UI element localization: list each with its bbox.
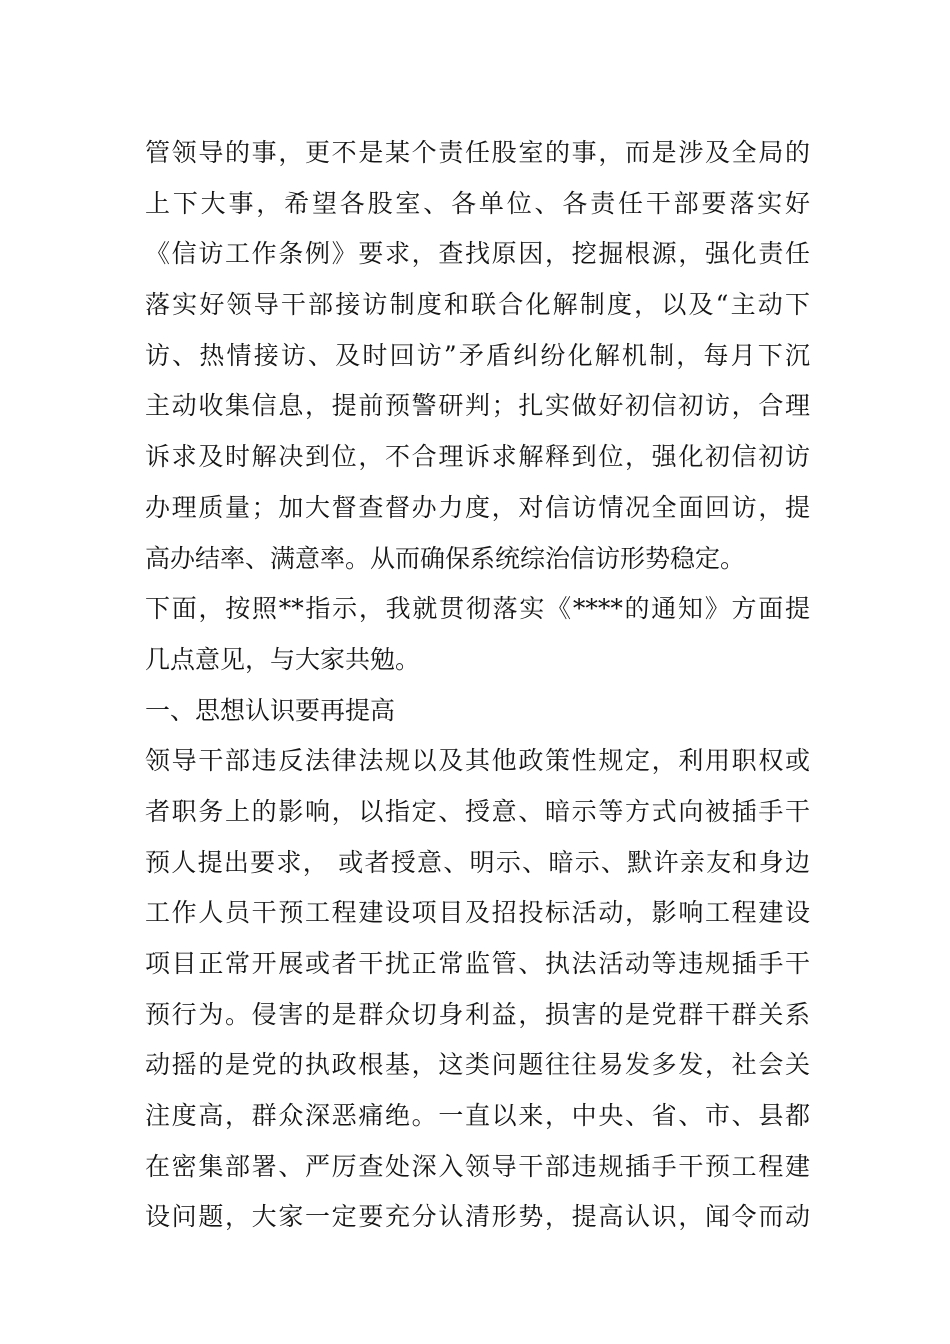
text-line: 项目正常开展或者干扰正常监管、执法活动等违规插手干	[145, 949, 810, 978]
text-line: 预人提出要求， 或者授意、明示、暗示、默许亲友和身边	[145, 847, 810, 877]
text-line: 主动收集信息，提前预警研判；扎实做好初信初访，合理	[145, 391, 810, 421]
text-line: 注度高，群众深恶痛绝。一直以来，中央、省、市、县都	[145, 1101, 810, 1131]
text-line: 下面，按照**指示，我就贯彻落实《****的通知》方面提	[145, 594, 810, 624]
section-heading: 一、思想认识要再提高	[145, 695, 396, 725]
text-line: 高办结率、满意率。从而确保系统综治信访形势稳定。	[145, 543, 746, 573]
text-line: 几点意见，与大家共勉。	[145, 644, 421, 674]
text-line: 上下大事，希望各股室、各单位、各责任干部要落实好	[145, 188, 810, 218]
text-line: 在密集部署、严厉查处深入领导干部违规插手干预工程建	[145, 1151, 810, 1181]
text-line: 领导干部违反法律法规以及其他政策性规定，利用职权或	[145, 746, 810, 776]
text-line: 设问题，大家一定要充分认清形势，提高认识，闻令而动	[145, 1202, 810, 1232]
body-text	[145, 128, 810, 1243]
text-line: 动摇的是党的执政根基，这类问题往往易发多发，社会关	[145, 1050, 810, 1080]
text-line: 落实好领导干部接访制度和联合化解制度，以及“主动下	[145, 290, 810, 320]
text-line: 管领导的事，更不是某个责任股室的事，而是涉及全局的	[145, 138, 810, 167]
text-line: 访、热情接访、及时回访”矛盾纠纷化解机制，每月下沉	[145, 340, 810, 370]
text-line: 《信访工作条例》要求，查找原因，挖掘根源，强化责任	[145, 239, 810, 269]
text-line: 诉求及时解决到位，不合理诉求解释到位，强化初信初访	[145, 442, 810, 472]
text-line: 工作人员干预工程建设项目及招投标活动，影响工程建设	[145, 898, 810, 928]
text-line: 办理质量；加大督查督办力度，对信访情况全面回访，提	[145, 492, 810, 522]
text-line: 预行为。侵害的是群众切身利益，损害的是党群干群关系	[145, 999, 810, 1029]
text-line: 者职务上的影响，以指定、授意、暗示等方式向被插手干	[145, 796, 810, 826]
